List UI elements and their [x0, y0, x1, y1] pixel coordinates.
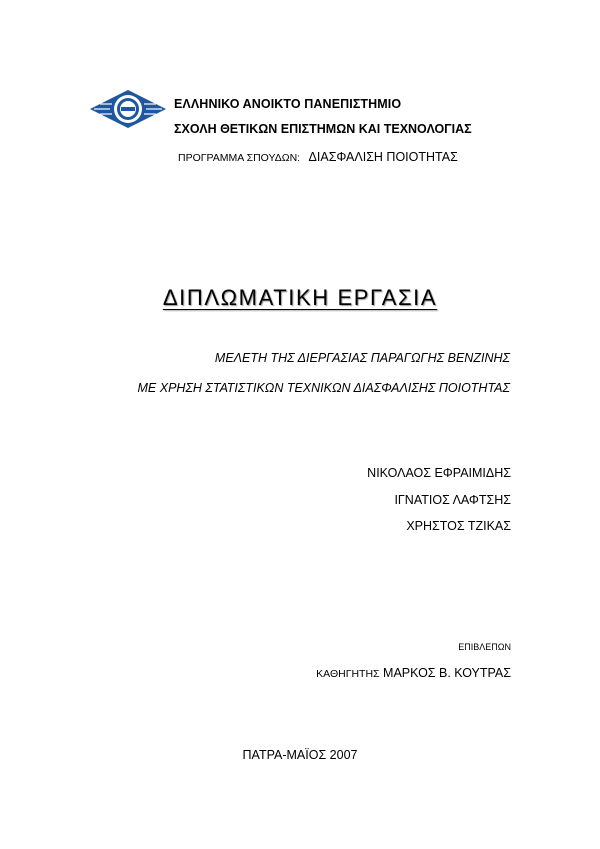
author-name: ΧΡΗΣΤΟΣ ΤΖΙΚΑΣ — [406, 519, 511, 533]
school-name: ΣΧΟΛΗ ΘΕΤΙΚΩΝ ΕΠΙΣΤΗΜΩΝ ΚΑΙ ΤΕΧΝΟΛΟΓΙΑΣ — [174, 122, 472, 136]
supervisor-rank: ΚΑΘΗΓΗΤΗΣ — [316, 668, 380, 680]
author-name: ΝΙΚΟΛΑΟΣ ΕΦΡΑΙΜΙΔΗΣ — [367, 466, 511, 480]
author-name: ΙΓΝΑΤΙΟΣ ΛΑΦΤΣΗΣ — [394, 493, 511, 507]
supervisor-label: ΕΠΙΒΛΕΠΩΝ — [458, 642, 511, 652]
document-title: ΔΙΠΛΩΜΑΤΙΚΗ ΕΡΓΑΣΙΑ — [162, 285, 438, 310]
program-name: ΔΙΑΣΦΑΛΙΣΗ ΠΟΙΟΤΗΤΑΣ — [308, 150, 458, 164]
university-logo — [90, 88, 166, 130]
subtitle-line-1: ΜΕΛΕΤΗ ΤΗΣ ΔΙΕΡΓΑΣΙΑΣ ΠΑΡΑΓΩΓΗΣ ΒΕΝΖΙΝΗΣ — [214, 351, 510, 365]
supervisor-name: ΜΑΡΚΟΣ Β. ΚΟΥΤΡΑΣ — [383, 666, 511, 680]
university-name: ΕΛΛΗΝΙΚΟ ΑΝΟΙΚΤΟ ΠΑΝΕΠΙΣΤΗΜΙΟ — [174, 97, 402, 111]
subtitle-line-2: ΜΕ ΧΡΗΣΗ ΣΤΑΤΙΣΤΙΚΩΝ ΤΕΧΝΙΚΩΝ ΔΙΑΣΦΑΛΙΣΗΣ ΠΟΙΟΤΗΤΑΣ — [137, 381, 510, 395]
place-and-date: ΠΑΤΡΑ-ΜΑΪΟΣ 2007 — [242, 748, 358, 762]
program-label: ΠΡΟΓΡΑΜΜΑ ΣΠΟΥΔΩΝ: — [178, 152, 301, 164]
supervisor — [316, 666, 511, 680]
logo-bar — [121, 107, 135, 111]
study-program — [178, 148, 458, 166]
